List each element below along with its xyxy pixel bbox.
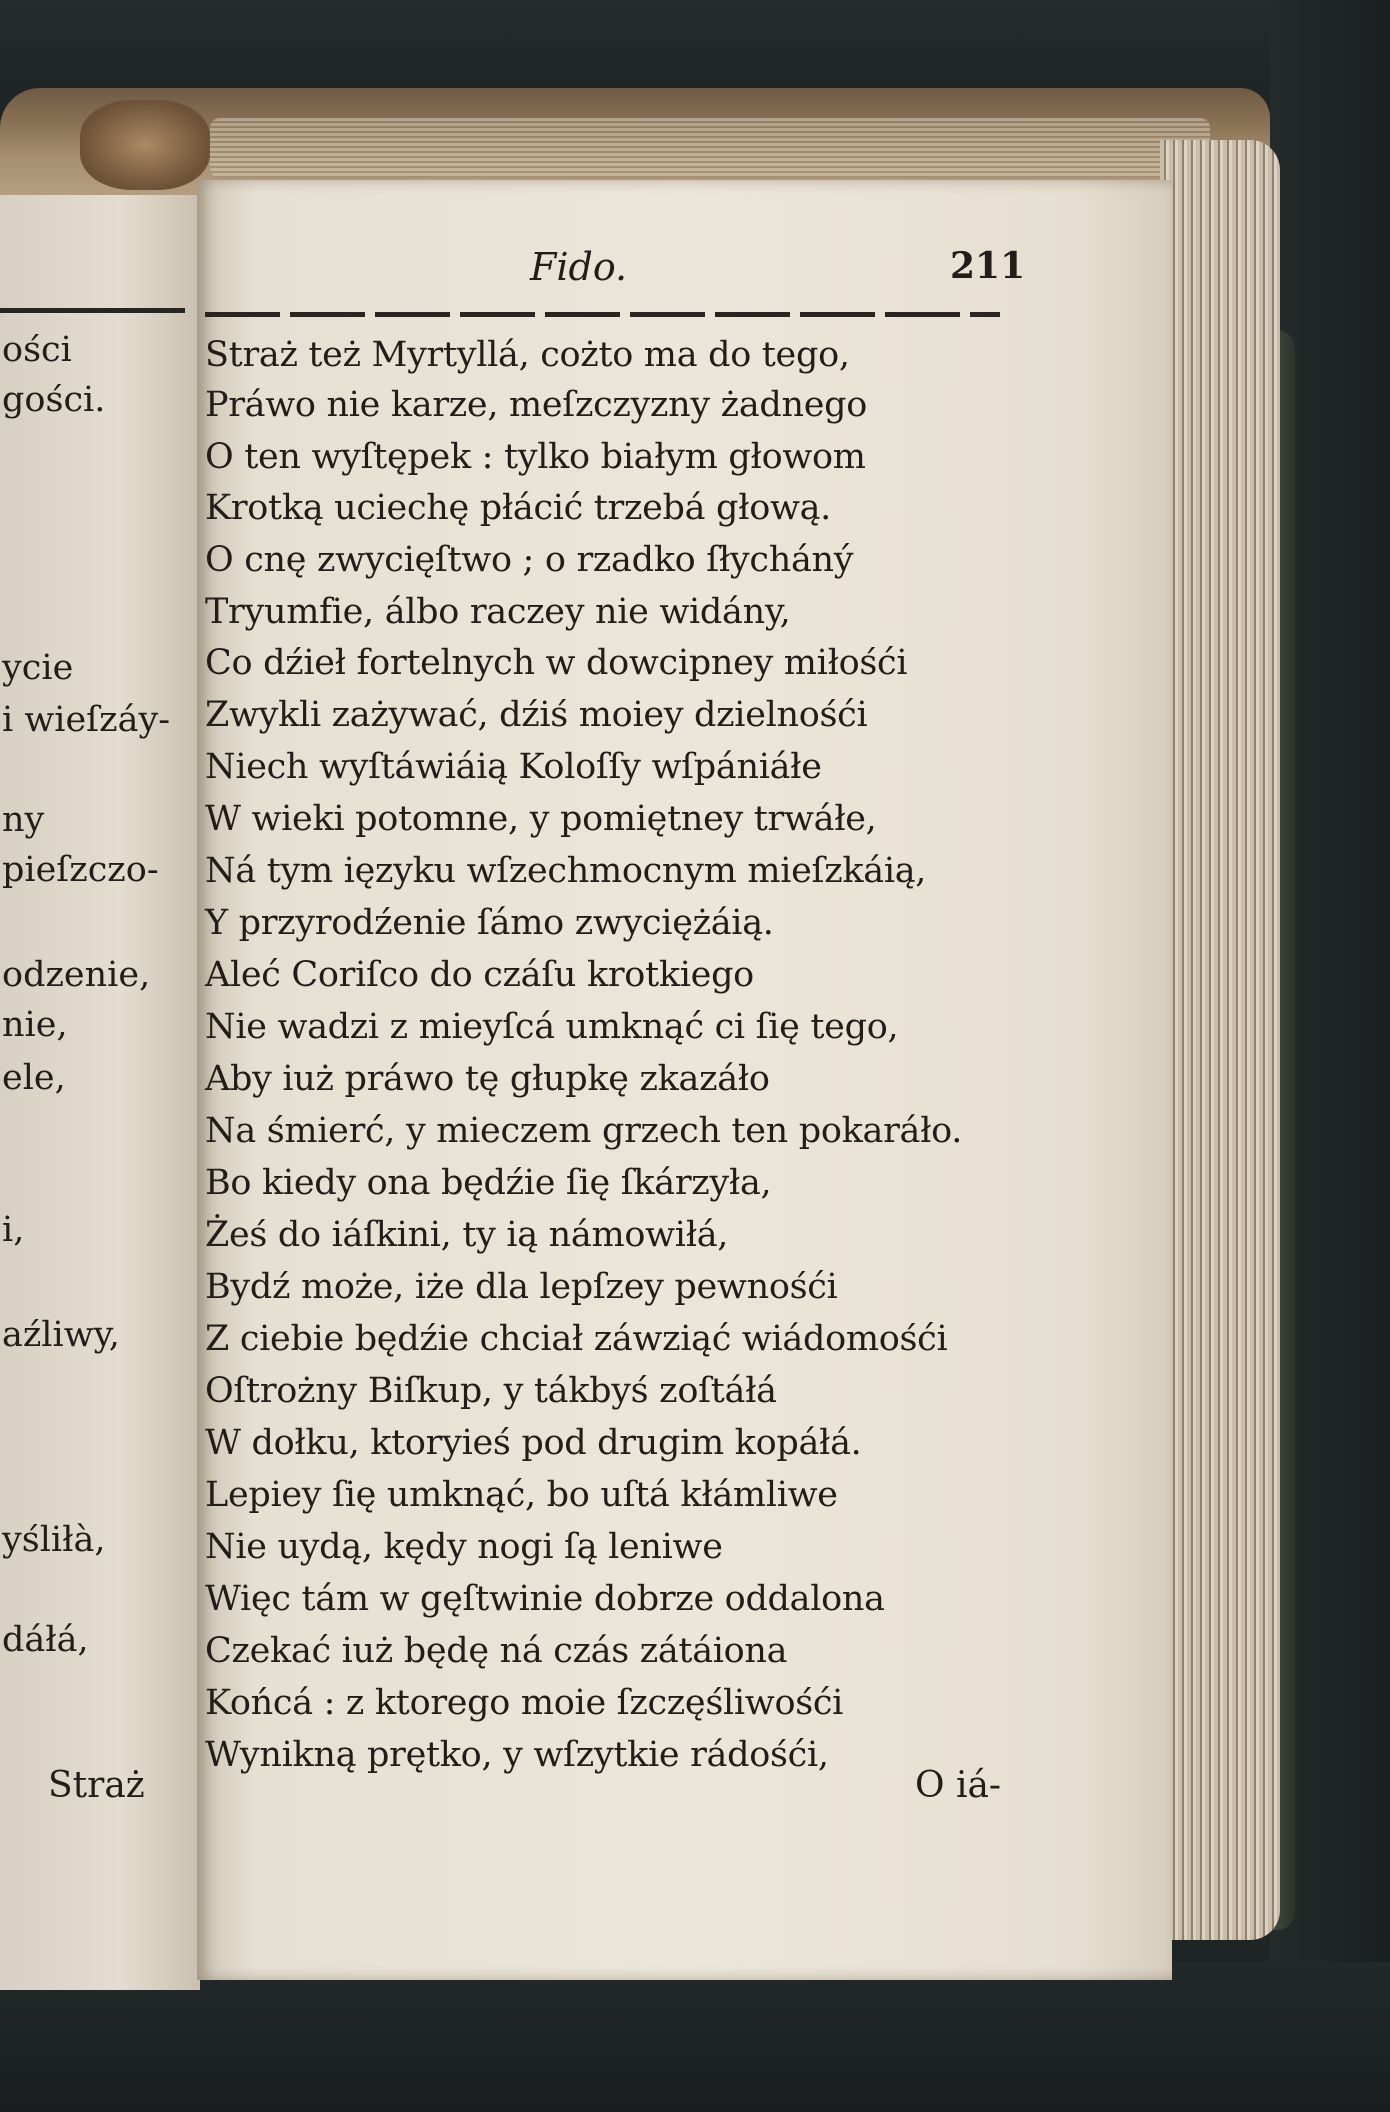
verse-line: Y przyrodźenie ſámo zwyciężáią. [205,903,774,943]
verse-line: Na śmierć, y mieczem grzech ten pokaráło. [205,1111,963,1151]
verse-line: Tryumfie, álbo raczey nie widány, [205,592,791,632]
verse-line: Aby iuż práwo tę głupkę zkazáło [205,1059,770,1099]
verse-line: Nie wadzi z mieyſcá umknąć ci ſię tego, [205,1007,899,1047]
catchword: O iá- [915,1765,1002,1806]
spine-headband [80,100,210,190]
verse-line: Końcá : z ktorego moie ſzczęśliwośći [205,1683,844,1723]
left-catchword: Straż [48,1765,145,1806]
left-fragment: ycie [2,648,74,688]
verse-line: Niech wyſtáwiáią Koloſſy wſpániáłe [205,747,822,787]
verse-line: W wieki potomne, y pomiętney trwáłe, [205,799,877,839]
verse-line: Nie uydą, kędy nogi ſą leniwe [205,1527,723,1567]
left-fragment: ości [2,330,72,370]
verse-line: Ná tym ięzyku wſzechmocnym mieſzkáią, [205,851,927,891]
left-fragment: ele, [2,1058,66,1098]
verse-line: O cnę zwycięſtwo ; o rzadko ſłycháný [205,540,854,580]
left-fragment: yśliłà, [2,1520,106,1560]
page-number: 211 [950,245,1026,287]
verse-line: Wynikną prętko, y wſzytkie rádośći, [205,1735,829,1775]
verse-line: Práwo nie karze, meſzczyzny żadnego [205,385,868,425]
left-header-rule [0,308,185,313]
verse-line: Zwykli zażywać, dźiś moiey dzielnośći [205,695,868,735]
verse-line: Aleć Coriſco do czáſu krotkiego [205,955,754,995]
left-fragment: i, [2,1210,25,1250]
verse-line: Straż też Myrtyllá, cożto ma do tego, [205,335,850,375]
verse-line: Lepiey ſię umknąć, bo uſtá kłámliwe [205,1475,838,1515]
verse-line: Oſtrożny Biſkup, y tákbyś zoſtáłá [205,1371,777,1411]
verse-line: Czekać iuż będę ná czás zátáiona [205,1631,788,1671]
left-fragment: ny [2,800,45,840]
verse-line: Krotką uciechę płácić trzebá głową. [205,488,832,528]
verse-line: Bo kiedy ona będźie ſię ſkárzyła, [205,1163,772,1203]
left-fragment: pieſzczo- [2,850,159,890]
verse-line: Bydź może, iże dla lepſzey pewnośći [205,1267,838,1307]
verse-line: Z ciebie będźie chciał záwziąć wiádomośći [205,1319,948,1359]
page-fore-edge [1160,140,1280,1940]
left-fragment: i wieſzáy- [2,700,171,740]
verse-line: Więc tám w gęſtwinie dobrze oddalona [205,1579,885,1619]
left-fragment: nie, [2,1005,68,1045]
header-rule [205,312,1000,317]
background-bottom [0,1962,1390,2112]
verse-line: W dołku, ktoryieś pod drugim kopáłá. [205,1423,862,1463]
left-fragment: aźliwy, [2,1315,120,1355]
running-head: Fido. [530,245,628,289]
left-fragment: dáłá, [2,1620,89,1660]
verse-line: Żeś do iáſkini, ty ią námowiłá, [205,1215,729,1255]
left-fragment: gości. [2,380,106,420]
verse-line: Co dźieł fortelnych w dowcipney miłośći [205,643,908,683]
left-fragment: odzenie, [2,955,151,995]
verse-line: O ten wyſtępek : tylko białym głowom [205,437,866,477]
